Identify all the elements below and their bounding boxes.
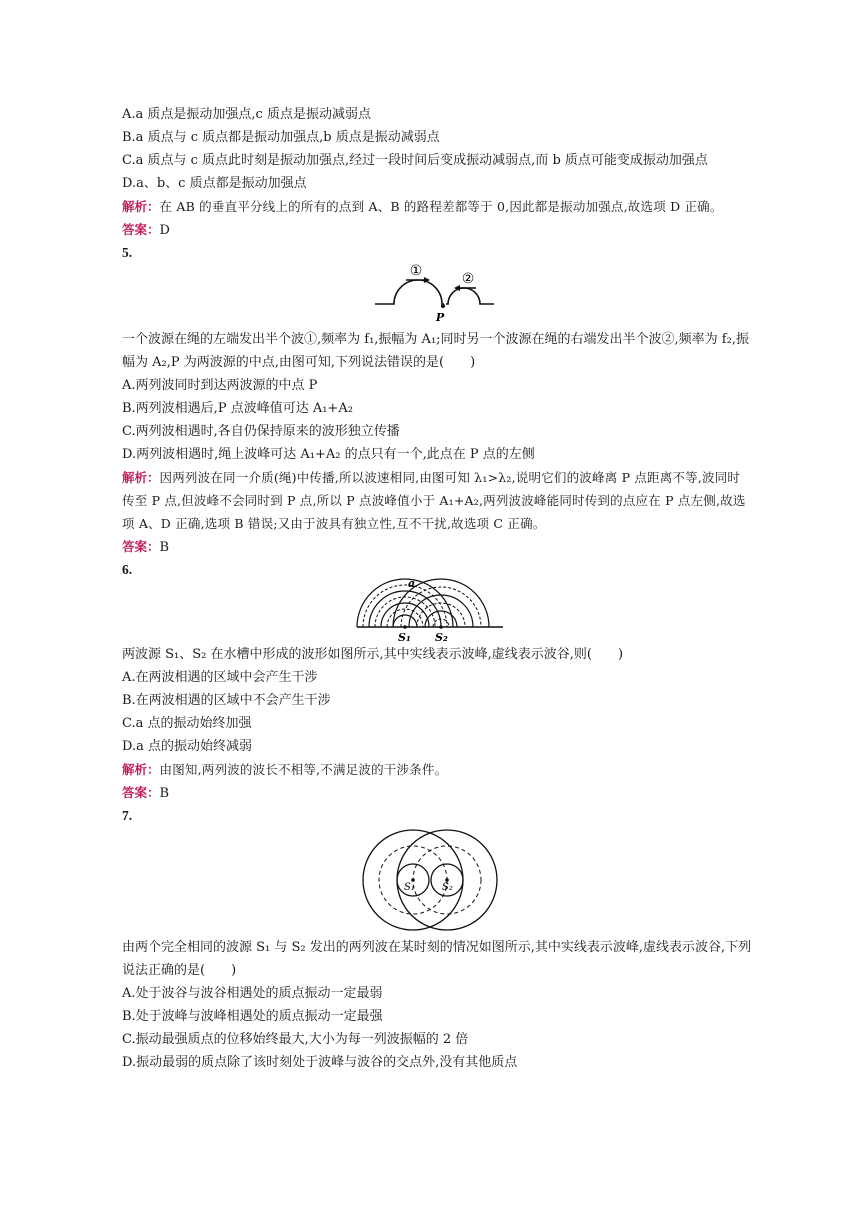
q6-analysis (122, 761, 760, 780)
q5-stem-line2: 幅为 A₂,P 为两波源的中点,由图可知,下列说法错误的是( ) (122, 355, 476, 370)
s2-label: S₂ (442, 882, 453, 893)
q7-option-d: D.振动最弱的质点除了该时刻处于波峰与波谷的交点外,没有其他质点 (122, 1055, 518, 1070)
q5-option-d: D.两列波相遇时,绳上波峰可达 A₁+A₂ 的点只有一个,此点在 P 点的左侧 (122, 447, 535, 462)
analysis-label: 解析： (122, 762, 160, 777)
q5-option-c: C.两列波相遇时,各自仍保持原来的波形独立传播 (122, 424, 400, 439)
answer-value: B (159, 540, 170, 555)
q4-option-b: B.a 质点与 c 质点都是振动加强点,b 质点是振动减弱点 (122, 130, 440, 145)
wave2-label: ② (461, 271, 475, 287)
q5-number: 5. (122, 245, 133, 260)
q4-answer (122, 221, 760, 240)
analysis-label: 解析： (122, 199, 160, 214)
q6-ripple-figure (355, 575, 505, 647)
q6-stem: 两波源 S₁、S₂ 在水槽中形成的波形如图所示,其中实线表示波峰,虚线表示波谷,则( ) (122, 647, 624, 662)
q6-option-a: A.在两波相遇的区域中会产生干涉 (122, 670, 318, 685)
q5-rope-figure (370, 262, 500, 324)
q6-option-c: C.a 点的振动始终加强 (122, 716, 252, 731)
analysis-text: 由图知,两列波的波长不相等,不满足波的干涉条件。 (159, 762, 448, 777)
s1-label: S₁ (398, 631, 411, 644)
q6-option-d: D.a 点的振动始终减弱 (122, 739, 252, 754)
answer-label: 答案： (122, 222, 160, 237)
q7-option-b: B.处于波峰与波峰相遇处的质点振动一定最强 (122, 1009, 383, 1024)
wave1-label: ① (409, 263, 423, 279)
q7-stem-line2: 说法正确的是( ) (122, 963, 237, 978)
s2-label: S₂ (435, 631, 448, 644)
q7-interference-figure (358, 826, 502, 934)
q5-analysis-line1 (122, 469, 760, 488)
q6-option-b: B.在两波相遇的区域中不会产生干涉 (122, 693, 331, 708)
q6-number: 6. (122, 562, 133, 577)
q5-option-a: A.两列波同时到达两波源的中点 P (122, 378, 318, 393)
answer-label: 答案： (122, 785, 160, 800)
point-a-label: a (408, 577, 416, 590)
q6-answer (122, 784, 760, 803)
q5-analysis-line2: 传至 P 点,但波峰不会同时到 P 点,所以 P 点波峰值小于 A₁+A₂,两列波波峰能同时传到的点应在 P 点左侧,故选 (122, 493, 746, 508)
answer-value: B (159, 786, 170, 801)
q4-analysis (122, 198, 760, 217)
q7-stem-line1: 由两个完全相同的波源 S₁ 与 S₂ 发出的两列波在某时刻的情况如图所示,其中实线表示波峰,虚线表示波谷,下列 (122, 940, 752, 955)
q7-option-c: C.振动最强质点的位移始终最大,大小为每一列波振幅的 2 倍 (122, 1032, 469, 1047)
q4-option-a: A.a 质点是振动加强点,c 质点是振动减弱点 (122, 107, 371, 122)
q5-stem-line1: 一个波源在绳的左端发出半个波①,频率为 f₁,振幅为 A₁;同时另一个波源在绳的右端发出半个波②,频率为 f₂,振 (122, 332, 749, 347)
q5-analysis-line3: 项 A、D 正确,选项 B 错误;又由于波具有独立性,互不干扰,故选项 C 正确。 (122, 516, 546, 531)
q7-option-a: A.处于波谷与波谷相遇处的质点振动一定最弱 (122, 986, 383, 1001)
analysis-text: 在 AB 的垂直平分线上的所有的点到 A、B 的路程差都等于 0,因此都是振动加强点,故选项 D 正确。 (159, 199, 723, 214)
s1-label: S₁ (404, 882, 415, 893)
answer-value: D (159, 223, 170, 238)
q4-option-c: C.a 质点与 c 质点此时刻是振动加强点,经过一段时间后变成振动减弱点,而 b 质点可能变成振动加强点 (122, 153, 708, 168)
q5-option-b: B.两列波相遇后,P 点波峰值可达 A₁+A₂ (122, 401, 353, 416)
q5-answer (122, 538, 760, 557)
q4-option-d: D.a、b、c 质点都是振动加强点 (122, 176, 307, 191)
answer-label: 答案： (122, 539, 160, 554)
analysis-label: 解析： (122, 470, 160, 485)
analysis-text: 因两列波在同一介质(绳)中传播,所以波速相同,由图可知 λ₁>λ₂,说明它们的波峰离 P 点距离不等,波同时 (159, 470, 741, 485)
q7-number: 7. (122, 808, 133, 823)
point-p-label: P (435, 311, 445, 324)
